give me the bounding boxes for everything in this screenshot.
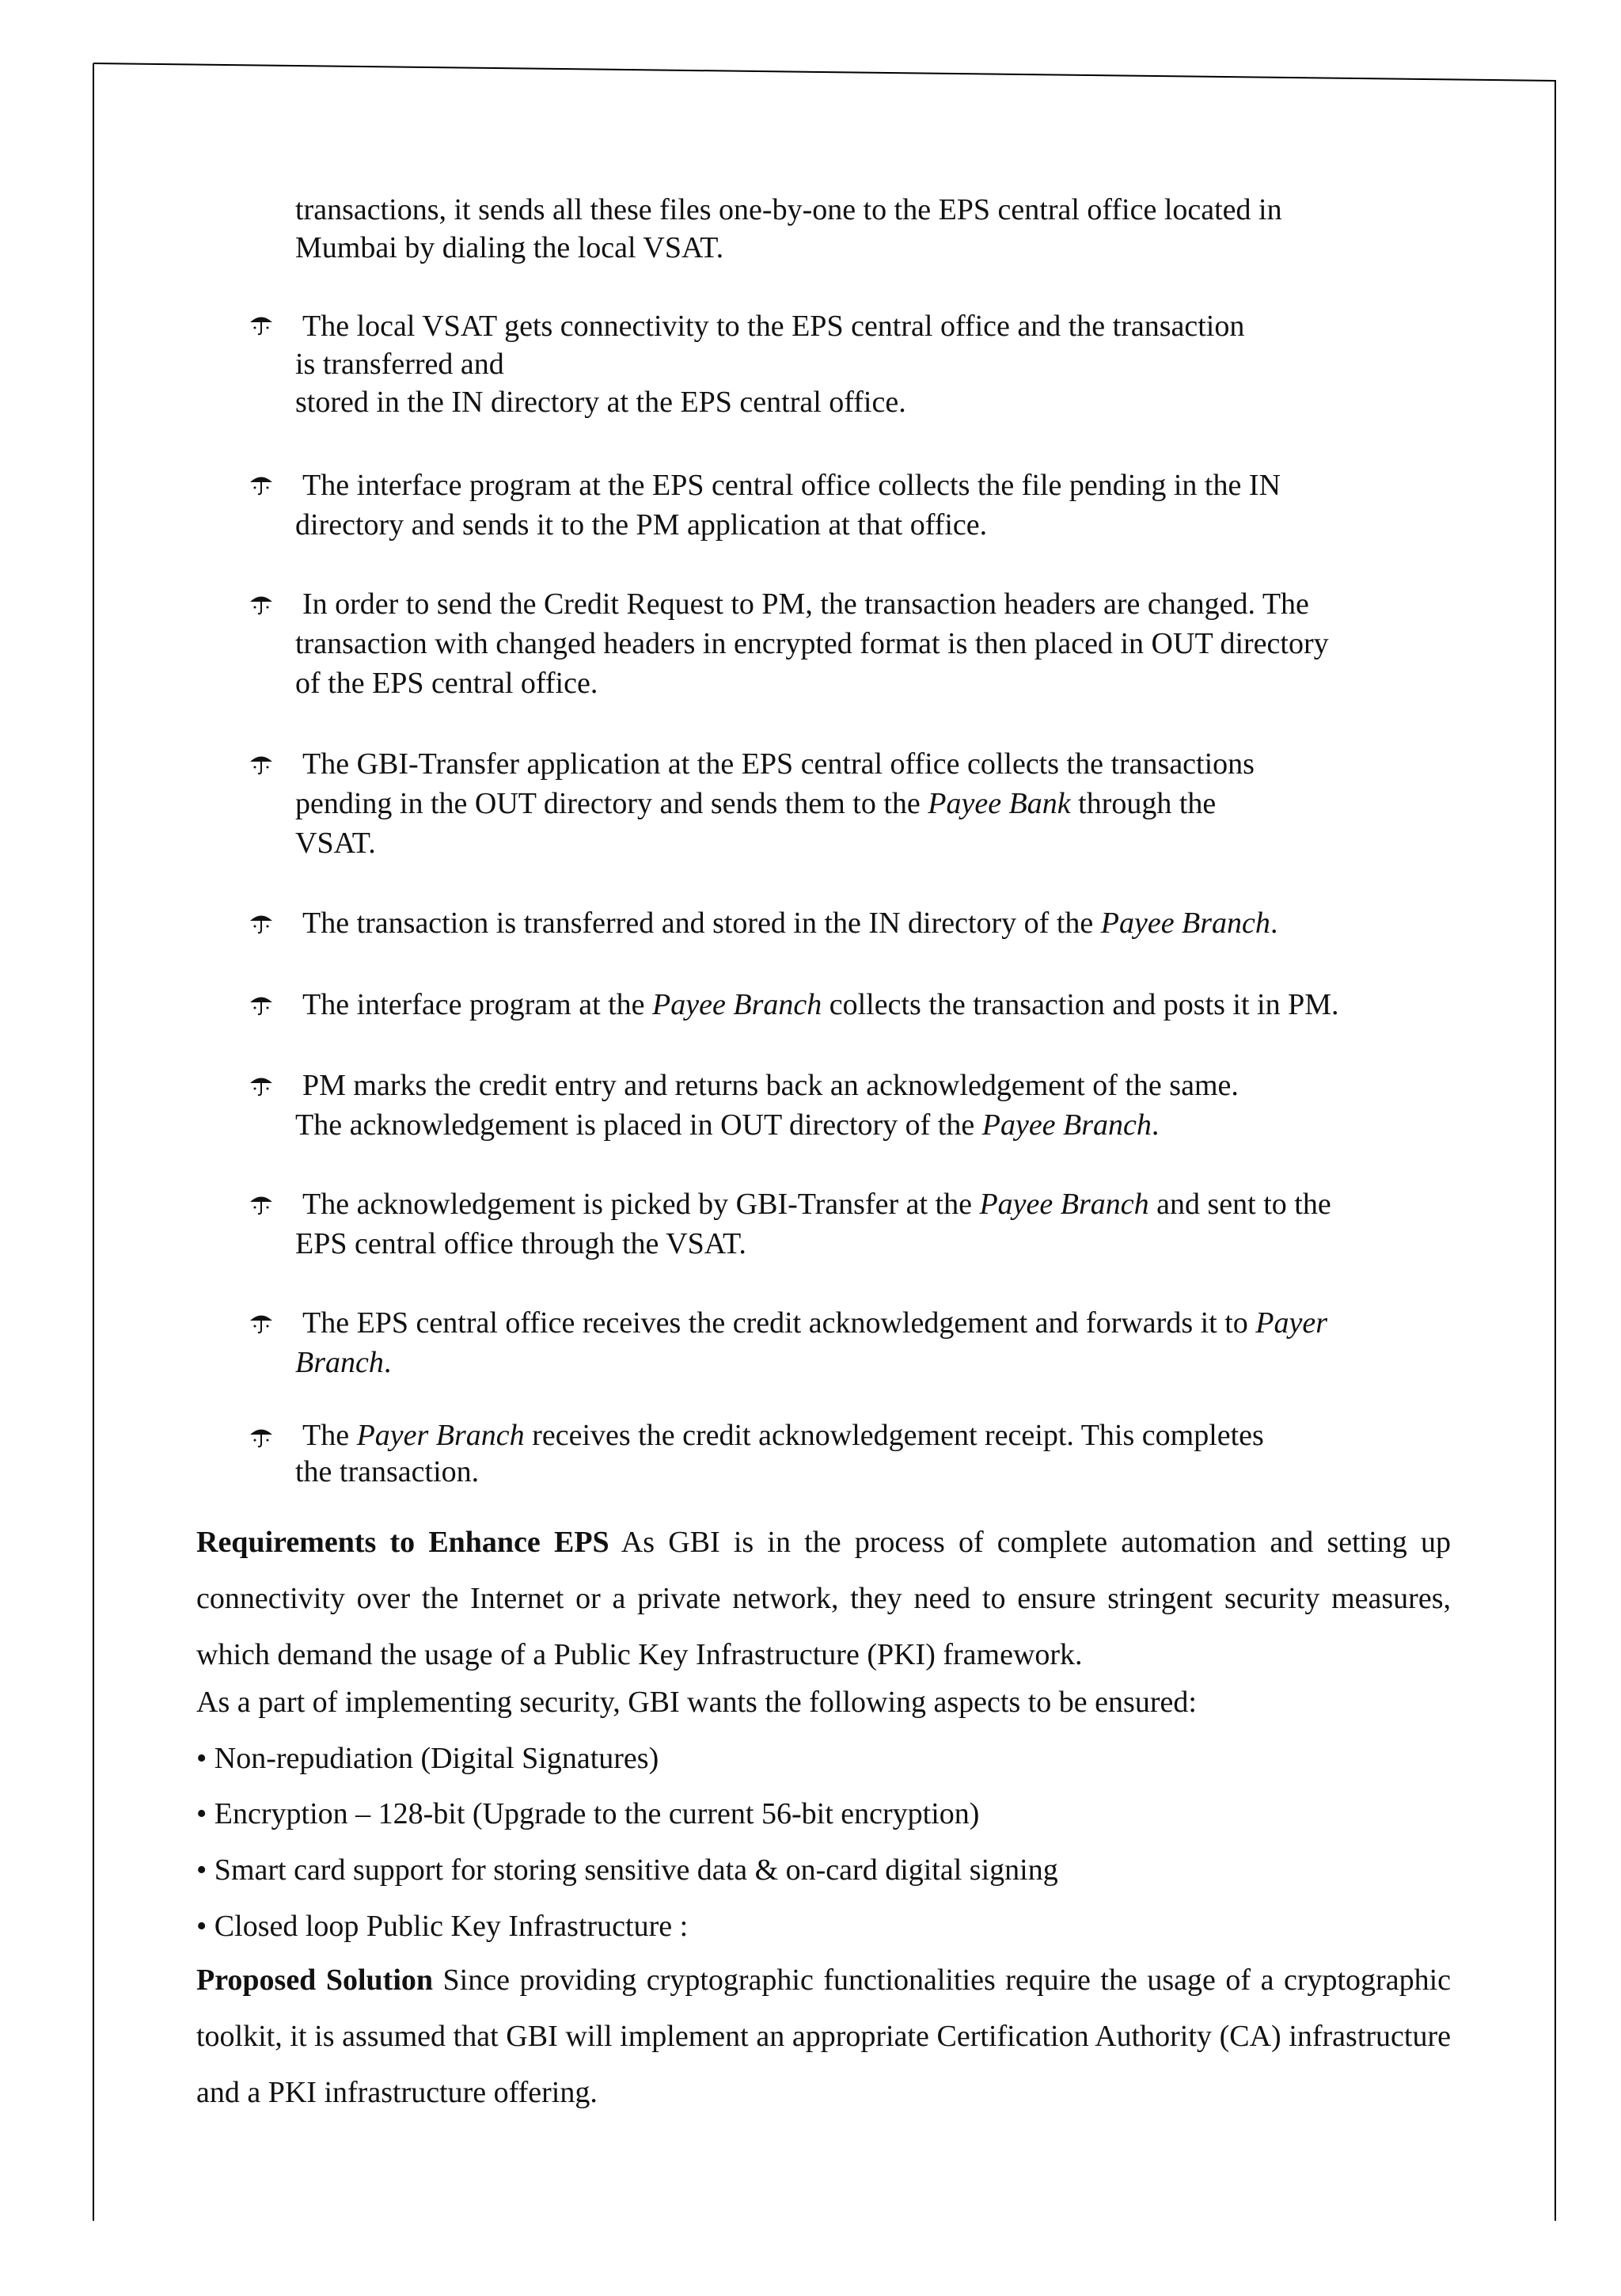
- bullet-1-line-2: is transferred and: [295, 348, 504, 381]
- bullet-7-line-2: The acknowledgement is placed in OUT directory of the Payee Branch.: [295, 1108, 1160, 1142]
- bullet-3-line-3: of the EPS central office.: [295, 667, 598, 700]
- umbrella-icon: [248, 470, 275, 497]
- bullet-8: [295, 1184, 1451, 1264]
- bullet-4-line-3: VSAT.: [295, 827, 376, 860]
- payee-bank-term: Payee Bank: [928, 787, 1071, 820]
- bullet-1-line-3: stored in the IN directory at the EPS central office.: [295, 386, 906, 419]
- bullet-5-line-1: The transaction is transferred and stored in the IN directory of the Payee Branch.: [302, 907, 1278, 940]
- bullet-6-line-1: The interface program at the Payee Branch collects the transaction and posts it in PM.: [302, 988, 1339, 1021]
- intro-line-2: Mumbai by dialing the local VSAT.: [295, 231, 724, 264]
- bullet-7: [295, 1066, 1451, 1145]
- payee-branch-term: Payee Branch: [1100, 907, 1270, 940]
- payer-branch-term: Payer Branch: [356, 1419, 525, 1452]
- bullet-8-line-1: The acknowledgement is picked by GBI-Transfer at the Payee Branch and sent to the: [302, 1188, 1331, 1221]
- umbrella-icon: [248, 590, 275, 617]
- requirement-item: • Encryption – 128-bit (Upgrade to the current 56-bit encryption): [196, 1797, 980, 1830]
- bullet-8-line-2: EPS central office through the VSAT.: [295, 1227, 746, 1260]
- umbrella-icon: [248, 310, 275, 337]
- requirement-item: • Smart card support for storing sensitive data & on-card digital signing: [196, 1853, 1058, 1887]
- bullet-10-line-1: The Payer Branch receives the credit acknowledgement receipt. This completes: [302, 1419, 1264, 1452]
- requirement-item: • Closed loop Public Key Infrastructure :: [196, 1910, 689, 1943]
- bullet-3-line-1: In order to send the Credit Request to PM, the transaction headers are changed. The: [302, 587, 1309, 621]
- bullet-4-line-2: pending in the OUT directory and sends them to the Payee Bank through the: [295, 787, 1217, 820]
- proposed-solution-body: Since providing cryptographic functionalities require the usage of a cryptographic toolkit, it is assumed that GBI will implement an appropriate Certification Authority (CA) infrastructure and a PKI infrastructure offering.: [196, 1963, 1451, 2109]
- bullet-3: [295, 584, 1451, 703]
- bullet-3-line-2: transaction with changed headers in encrypted format is then placed in OUT directory: [295, 627, 1329, 660]
- bullet-10-line-2: the transaction.: [295, 1455, 480, 1488]
- payer-term: Payer: [1255, 1306, 1328, 1340]
- requirements-paragraph: [196, 1515, 1451, 1683]
- branch-term: Branch: [295, 1346, 384, 1379]
- bullet-9: [295, 1303, 1451, 1382]
- requirement-item: • Non-repudiation (Digital Signatures): [196, 1742, 659, 1775]
- bullet-9-line-2: Branch.: [295, 1346, 392, 1379]
- bullet-9-line-1: The EPS central office receives the credit acknowledgement and forwards it to Payer: [302, 1306, 1328, 1340]
- bullet-4: [295, 744, 1451, 863]
- payee-branch-term: Payee Branch: [652, 988, 822, 1021]
- intro-line-1: transactions, it sends all these files one-by-one to the EPS central office located in: [295, 193, 1282, 226]
- payee-branch-term: Payee Branch: [981, 1108, 1152, 1142]
- bullet-1: [295, 307, 1451, 421]
- requirements-heading: Requirements to Enhance EPS: [196, 1526, 609, 1559]
- umbrella-icon: [248, 1071, 275, 1098]
- umbrella-icon: [248, 750, 275, 777]
- umbrella-icon: [248, 1309, 275, 1336]
- umbrella-icon: [248, 1190, 275, 1217]
- bullet-1-line-1: The local VSAT gets connectivity to the EPS central office and the transaction: [302, 310, 1245, 343]
- requirements-intro: As a part of implementing security, GBI wants the following aspects to be ensured:: [196, 1686, 1197, 1719]
- bullet-2-line-2: directory and sends it to the PM application at that office.: [295, 508, 988, 542]
- bullet-10: [295, 1417, 1451, 1490]
- proposed-solution-paragraph: [196, 1952, 1451, 2121]
- requirements-body: As GBI is in the process of complete automation and setting up connectivity over the Internet or a private network, they need to ensure stringent security measures, which demand the usage of a Public Key Infrastructure (PKI) framework.: [196, 1526, 1452, 1671]
- bullet-6: [295, 985, 1451, 1024]
- bullet-4-line-1: The GBI-Transfer application at the EPS central office collects the transactions: [302, 747, 1255, 781]
- bullet-2: [295, 466, 1451, 545]
- umbrella-icon: [248, 909, 275, 936]
- bullet-5: [295, 903, 1451, 943]
- umbrella-icon: [248, 990, 275, 1017]
- bullet-2-line-1: The interface program at the EPS central office collects the file pending in the IN: [302, 469, 1281, 502]
- payee-branch-term: Payee Branch: [979, 1188, 1149, 1221]
- umbrella-icon: [248, 1423, 275, 1450]
- proposed-solution-heading: Proposed Solution: [196, 1963, 434, 1997]
- bullet-7-line-1: PM marks the credit entry and returns back an acknowledgement of the same.: [302, 1069, 1239, 1102]
